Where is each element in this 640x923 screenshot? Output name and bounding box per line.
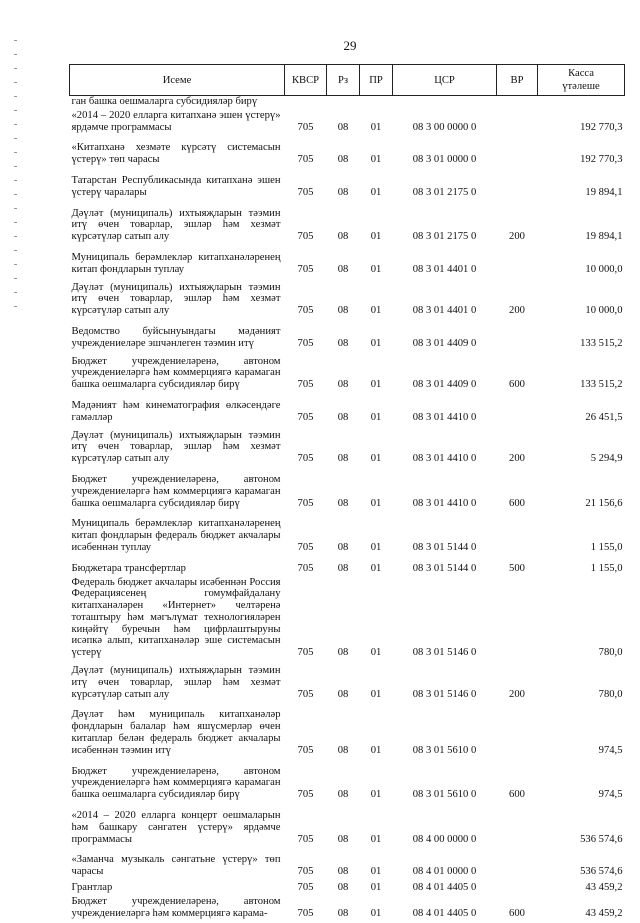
cell-name: Бюджет учреждениеләренә, автоном учреждениеләргә һәм коммерциягә карамаган башка оешмаларга субсидияләр бирү (70, 474, 285, 518)
cell-kvsr: 705 (285, 709, 327, 765)
cell-kvsr: 705 (285, 430, 327, 474)
cell-sum: 21 156,6 (538, 474, 625, 518)
cell-kvsr (285, 96, 327, 110)
table-row (70, 896, 625, 923)
cell-csr: 08 3 01 5146 0 (393, 577, 497, 666)
cell-csr: 08 4 01 0000 0 (393, 854, 497, 882)
cell-rz: 08 (327, 766, 360, 810)
cell-sum: 192 770,3 (538, 110, 625, 143)
cell-pr: 01 (360, 252, 393, 282)
cell-csr: 08 3 01 4409 0 (393, 326, 497, 356)
cell-rz: 08 (327, 252, 360, 282)
cell-kvsr: 705 (285, 896, 327, 923)
cell-vr (497, 110, 538, 143)
cell-pr (360, 96, 393, 110)
table-row (70, 474, 625, 518)
cell-vr: 600 (497, 766, 538, 810)
cell-kvsr: 705 (285, 563, 327, 577)
cell-pr: 01 (360, 326, 393, 356)
cell-kvsr: 705 (285, 208, 327, 252)
cell-csr: 08 3 01 5146 0 (393, 665, 497, 709)
cell-sum: 133 515,2 (538, 356, 625, 400)
cell-vr (497, 810, 538, 854)
cell-rz: 08 (327, 474, 360, 518)
cell-kvsr: 705 (285, 400, 327, 430)
cell-sum: 19 894,1 (538, 208, 625, 252)
cell-name: Мәдәният һәм кинематография өлкәсендәге гамәлләр (70, 400, 285, 430)
table-header (70, 65, 625, 96)
cell-csr: 08 3 01 5610 0 (393, 766, 497, 810)
table-row (70, 400, 625, 430)
budget-table (69, 64, 625, 923)
header-csr: ЦСР (393, 65, 497, 96)
header-sum-line2: үтәлеше (562, 81, 599, 92)
cell-name: Дәүләт һәм муниципаль китапханәләр фондларын балалар һәм яшүсмерләр өчен китаплар белән федераль бюджет акчалары исәбеннән тәэмин итү (70, 709, 285, 765)
cell-pr: 01 (360, 896, 393, 923)
table-row (70, 854, 625, 882)
table-row (70, 110, 625, 143)
cell-csr: 08 3 01 4401 0 (393, 252, 497, 282)
cell-csr: 08 3 01 4401 0 (393, 282, 497, 326)
cell-vr (497, 142, 538, 175)
cell-vr (497, 577, 538, 666)
cell-sum: 1 155,0 (538, 518, 625, 562)
cell-rz: 08 (327, 563, 360, 577)
cell-kvsr: 705 (285, 766, 327, 810)
cell-kvsr: 705 (285, 356, 327, 400)
cell-rz: 08 (327, 356, 360, 400)
table-row (70, 766, 625, 810)
cell-rz: 08 (327, 665, 360, 709)
table-row (70, 563, 625, 577)
cell-csr: 08 3 01 0000 0 (393, 142, 497, 175)
cell-pr: 01 (360, 709, 393, 765)
cell-csr: 08 3 01 4410 0 (393, 474, 497, 518)
cell-vr (497, 400, 538, 430)
cell-csr: 08 3 01 5144 0 (393, 518, 497, 562)
cell-name: Грантлар (70, 882, 285, 896)
cell-kvsr: 705 (285, 175, 327, 208)
cell-sum: 133 515,2 (538, 326, 625, 356)
cell-rz: 08 (327, 810, 360, 854)
table-row (70, 326, 625, 356)
cell-vr: 200 (497, 665, 538, 709)
cell-vr (497, 96, 538, 110)
cell-rz: 08 (327, 400, 360, 430)
cell-kvsr: 705 (285, 882, 327, 896)
cell-sum (538, 96, 625, 110)
cell-pr: 01 (360, 400, 393, 430)
cell-sum: 192 770,3 (538, 142, 625, 175)
cell-sum: 5 294,9 (538, 430, 625, 474)
cell-name: Федераль бюджет акчалары исәбеннән Россия Федерациясенең гомумфайдалану китапханәләрен «Интернет» челтәренә тоташтыру һәм мәгълүмат технологияләрен киңәйтү буречын һәм цифрлаштыруны исәпкә алып, китапханәләр эше системасын үстерү (70, 577, 285, 666)
cell-vr (497, 518, 538, 562)
cell-pr: 01 (360, 142, 393, 175)
cell-csr: 08 3 01 2175 0 (393, 175, 497, 208)
cell-vr (497, 252, 538, 282)
margin-binding-marks (14, 40, 17, 310)
cell-name: Дәүләт (муниципаль) ихтыяҗларын тәэмин итү өчен товарлар, эшләр һәм хезмәт күрсәтүләр сатып алу (70, 208, 285, 252)
cell-kvsr: 705 (285, 326, 327, 356)
cell-name: Бюджет учреждениеләренә, автоном учреждениеләргә һәм коммерциягә карама- (70, 896, 285, 923)
cell-vr: 200 (497, 208, 538, 252)
cell-pr: 01 (360, 766, 393, 810)
table-row (70, 96, 625, 110)
cell-sum: 26 451,5 (538, 400, 625, 430)
cell-pr: 01 (360, 208, 393, 252)
header-name: Исеме (70, 65, 285, 96)
cell-vr: 200 (497, 282, 538, 326)
cell-pr: 01 (360, 665, 393, 709)
cell-kvsr: 705 (285, 142, 327, 175)
table-row (70, 356, 625, 400)
table-row (70, 252, 625, 282)
cell-name: Дәүләт (муниципаль) ихтыяҗларын тәэмин итү өчен товарлар, эшләр һәм хезмәт күрсәтүләр сатып алу (70, 430, 285, 474)
cell-rz: 08 (327, 896, 360, 923)
cell-rz: 08 (327, 709, 360, 765)
cell-sum: 43 459,2 (538, 882, 625, 896)
cell-vr (497, 854, 538, 882)
cell-sum: 974,5 (538, 766, 625, 810)
cell-csr: 08 3 00 0000 0 (393, 110, 497, 143)
cell-vr (497, 709, 538, 765)
cell-rz: 08 (327, 142, 360, 175)
cell-rz: 08 (327, 282, 360, 326)
cell-name: Ведомство буйсынуындагы мәдәният учреждениеләре эшчәнлеген тәэмин итү (70, 326, 285, 356)
cell-name: «2014 – 2020 елларга китапханә эшен үстерү» ярдәмче программасы (70, 110, 285, 143)
cell-pr: 01 (360, 518, 393, 562)
cell-name: Муниципаль берәмлекләр китапханәләренең китап фондларын федераль бюджет акчалары исәбеннән туплау (70, 518, 285, 562)
cell-pr: 01 (360, 810, 393, 854)
cell-rz: 08 (327, 518, 360, 562)
cell-pr: 01 (360, 110, 393, 143)
cell-sum: 780,0 (538, 665, 625, 709)
header-rz: Рз (327, 65, 360, 96)
table-row (70, 518, 625, 562)
cell-name: Бюджетара трансфертлар (70, 563, 285, 577)
cell-vr (497, 175, 538, 208)
cell-vr: 500 (497, 563, 538, 577)
cell-name: «Китапханә хезмәте күрсәтү системасын үстерү» төп чарасы (70, 142, 285, 175)
cell-rz: 08 (327, 208, 360, 252)
cell-sum: 974,5 (538, 709, 625, 765)
cell-pr: 01 (360, 474, 393, 518)
cell-csr: 08 4 01 4405 0 (393, 896, 497, 923)
cell-kvsr: 705 (285, 282, 327, 326)
table-row (70, 810, 625, 854)
header-kvsr: КВСР (285, 65, 327, 96)
cell-kvsr: 705 (285, 252, 327, 282)
cell-csr: 08 3 01 4410 0 (393, 400, 497, 430)
table-row (70, 175, 625, 208)
cell-sum: 10 000,0 (538, 282, 625, 326)
cell-csr: 08 4 01 4405 0 (393, 882, 497, 896)
cell-csr (393, 96, 497, 110)
cell-rz: 08 (327, 175, 360, 208)
cell-pr: 01 (360, 577, 393, 666)
cell-vr: 600 (497, 896, 538, 923)
cell-csr: 08 3 01 2175 0 (393, 208, 497, 252)
header-pr: ПР (360, 65, 393, 96)
cell-name: Бюджет учреждениеләренә, автоном учреждениеләргә һәм коммерциягә карамаган башка оешмаларга субсидияләр бирү (70, 356, 285, 400)
cell-kvsr: 705 (285, 577, 327, 666)
cell-name: Бюджет учреждениеләренә, автоном учреждениеләргә һәм коммерциягә карамаган башка оешмаларга субсидияләр бирү (70, 766, 285, 810)
cell-rz (327, 96, 360, 110)
cell-sum: 536 574,6 (538, 854, 625, 882)
header-sum (538, 65, 625, 96)
cell-pr: 01 (360, 356, 393, 400)
cell-vr: 600 (497, 474, 538, 518)
cell-pr: 01 (360, 175, 393, 208)
cell-csr: 08 3 01 5144 0 (393, 563, 497, 577)
cell-sum: 536 574,6 (538, 810, 625, 854)
cell-vr (497, 326, 538, 356)
cell-sum: 780,0 (538, 577, 625, 666)
cell-rz: 08 (327, 882, 360, 896)
cell-sum: 43 459,2 (538, 896, 625, 923)
page-number: 29 (0, 38, 640, 54)
cell-kvsr: 705 (285, 518, 327, 562)
header-vr: ВР (497, 65, 538, 96)
table-row (70, 665, 625, 709)
cell-csr: 08 3 01 5610 0 (393, 709, 497, 765)
table-row (70, 577, 625, 666)
cell-vr: 600 (497, 356, 538, 400)
cell-sum: 1 155,0 (538, 563, 625, 577)
cell-rz: 08 (327, 430, 360, 474)
cell-pr: 01 (360, 563, 393, 577)
cell-pr: 01 (360, 430, 393, 474)
cell-kvsr: 705 (285, 665, 327, 709)
cell-vr (497, 882, 538, 896)
cell-sum: 10 000,0 (538, 252, 625, 282)
cell-csr: 08 3 01 4409 0 (393, 356, 497, 400)
cell-name: ган башка оешмаларга субсидияләр бирү (70, 96, 285, 110)
cell-pr: 01 (360, 882, 393, 896)
table-row (70, 208, 625, 252)
table-body (70, 96, 625, 923)
table-row (70, 882, 625, 896)
cell-csr: 08 3 01 4410 0 (393, 430, 497, 474)
table-row (70, 430, 625, 474)
cell-name: Муниципаль берәмлекләр китапханәләренең китап фондларын туплау (70, 252, 285, 282)
cell-pr: 01 (360, 282, 393, 326)
cell-kvsr: 705 (285, 110, 327, 143)
cell-pr: 01 (360, 854, 393, 882)
cell-name: «2014 – 2020 елларга концерт оешмаларын һәм башкару сәнгатен үстерү» ярдәмче программасы (70, 810, 285, 854)
table-row (70, 709, 625, 765)
cell-name: Дәүләт (муниципаль) ихтыяҗларын тәэмин итү өчен товарлар, эшләр һәм хезмәт күрсәтүләр сатып алу (70, 282, 285, 326)
header-sum-line1: Касса (568, 68, 594, 79)
cell-csr: 08 4 00 0000 0 (393, 810, 497, 854)
table-row (70, 142, 625, 175)
cell-kvsr: 705 (285, 810, 327, 854)
cell-rz: 08 (327, 577, 360, 666)
cell-rz: 08 (327, 854, 360, 882)
cell-name: Дәүләт (муниципаль) ихтыяҗларын тәэмин итү өчен товарлар, эшләр һәм хезмәт күрсәтүләр сатып алу (70, 665, 285, 709)
cell-kvsr: 705 (285, 854, 327, 882)
cell-name: «Заманча музыкаль сәнгатьне үстерү» төп чарасы (70, 854, 285, 882)
cell-rz: 08 (327, 110, 360, 143)
cell-rz: 08 (327, 326, 360, 356)
cell-vr: 200 (497, 430, 538, 474)
cell-name: Татарстан Республикасында китапханә эшен үстерү чаралары (70, 175, 285, 208)
cell-sum: 19 894,1 (538, 175, 625, 208)
table-row (70, 282, 625, 326)
cell-kvsr: 705 (285, 474, 327, 518)
